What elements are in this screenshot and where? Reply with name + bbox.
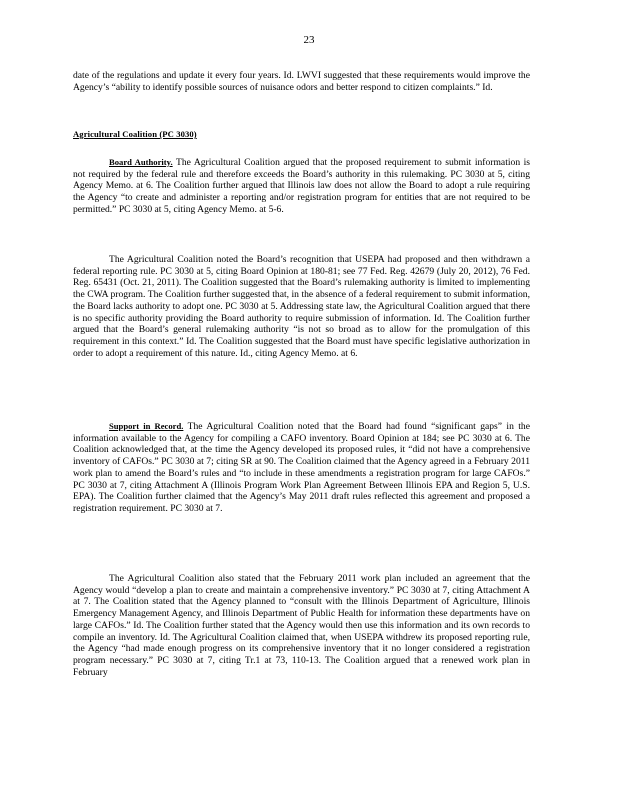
- subheading-board-authority: Board Authority.: [109, 157, 173, 167]
- support-record-paragraph: [73, 421, 530, 515]
- section-heading-block: [73, 129, 530, 141]
- federal-rule-paragraph: [73, 254, 530, 359]
- continued-paragraph: [73, 70, 530, 93]
- board-authority-paragraph: [73, 157, 530, 216]
- paragraph-text: The Agricultural Coalition also stated that the February 2011 work plan included an agreement that the Agency would “develop a plan to create and maintain a comprehensive inventory.” PC 3030 at 7, citing Attachment A at 7. The Coalition stated that the Agency planned to “consult with the Illinois Department of Agriculture, Illinois Emergency Management Agency, and Illinois Department of Public Health for information these departments have on large CAFOs.” Id. The Coalition further stated that the Agency would then use this information and its own records to compile an inventory. Id. The Agricultural Coalition claimed that, when USEPA withdrew its proposed reporting rule, the Agency “had made enough progress on its comprehensive inventory that it no longer considered a registration program necessary.” PC 3030 at 7, citing Tr.1 at 73, 110-13. The Coalition argued that a renewed work plan in February: [73, 573, 530, 678]
- section-heading: Agricultural Coalition (PC 3030): [73, 129, 197, 139]
- paragraph-text: The Agricultural Coalition noted the Board’s recognition that USEPA had proposed and then withdrawn a federal reporting rule. PC 3030 at 5, citing Board Opinion at 180-81; see 77 Fed. Reg. 42679 (July 20, 2012), 76 Fed. Reg. 65431 (Oct. 21, 2011). The Coalition suggested that the Board’s rulemaking authority is limited to implementing the CWA program. The Coalition further suggested that, in the absence of a federal requirement to submit information, the Board lacks authority to adopt one. PC 3030 at 5. Addressing state law, the Agricultural Coalition argued that there is no specific authority providing the Board authority to require submission of information. Id. The Coalition further argued that the Board’s general rulemaking authority “is not so broad as to allow for the promulgation of this requirement in this context.” Id. The Coalition suggested that the Board must have specific legislative authorization in order to adopt a requirement of this nature. Id., citing Agency Memo. at 6.: [73, 254, 530, 359]
- work-plan-paragraph: [73, 573, 530, 678]
- page-number: 23: [303, 34, 315, 46]
- paragraph-text: date of the regulations and update it every four years. Id. LWVI suggested that these requirements would improve the Agency’s “ability to identify possible sources of nuisance odors and better respond to citizen complaints.” Id.: [73, 70, 530, 93]
- paragraph-text: The Agricultural Coalition noted that the Board had found “significant gaps” in the information available to the Agency for compiling a CAFO inventory. Board Opinion at 184; see PC 3030 at 6. The Coalition acknowledged that, at the time the Agency developed its proposed rules, it “did not have a comprehensive inventory of CAFOs.” PC 3030 at 7; citing SR at 90. The Coalition claimed that the Agency agreed in a February 2011 work plan to amend the Board’s rules and “to include in these amendments a registration program for large CAFOs.” PC 3030 at 7, citing Attachment A (Illinois Program Work Plan Agreement Between Illinois EPA and Region 5, U.S. EPA). The Coalition further claimed that the Agency’s May 2011 draft rules reflected this agreement and proposed a registration requirement. PC 3030 at 7.: [73, 421, 530, 514]
- paragraph-text: The Agricultural Coalition argued that the proposed requirement to submit information is not required by the federal rule and therefore exceeds the Board’s authority in this rulemaking. PC 3030 at 5, citing Agency Memo. at 6. The Coalition further argued that Illinois law does not allow the Board to adopt a rule requiring the Agency “to create and administer a reporting and/or registration program for entities that are not required to be permitted.” PC 3030 at 5, citing Agency Memo. at 5-6.: [73, 157, 530, 215]
- subheading-support-in-record: Support in Record.: [109, 421, 184, 431]
